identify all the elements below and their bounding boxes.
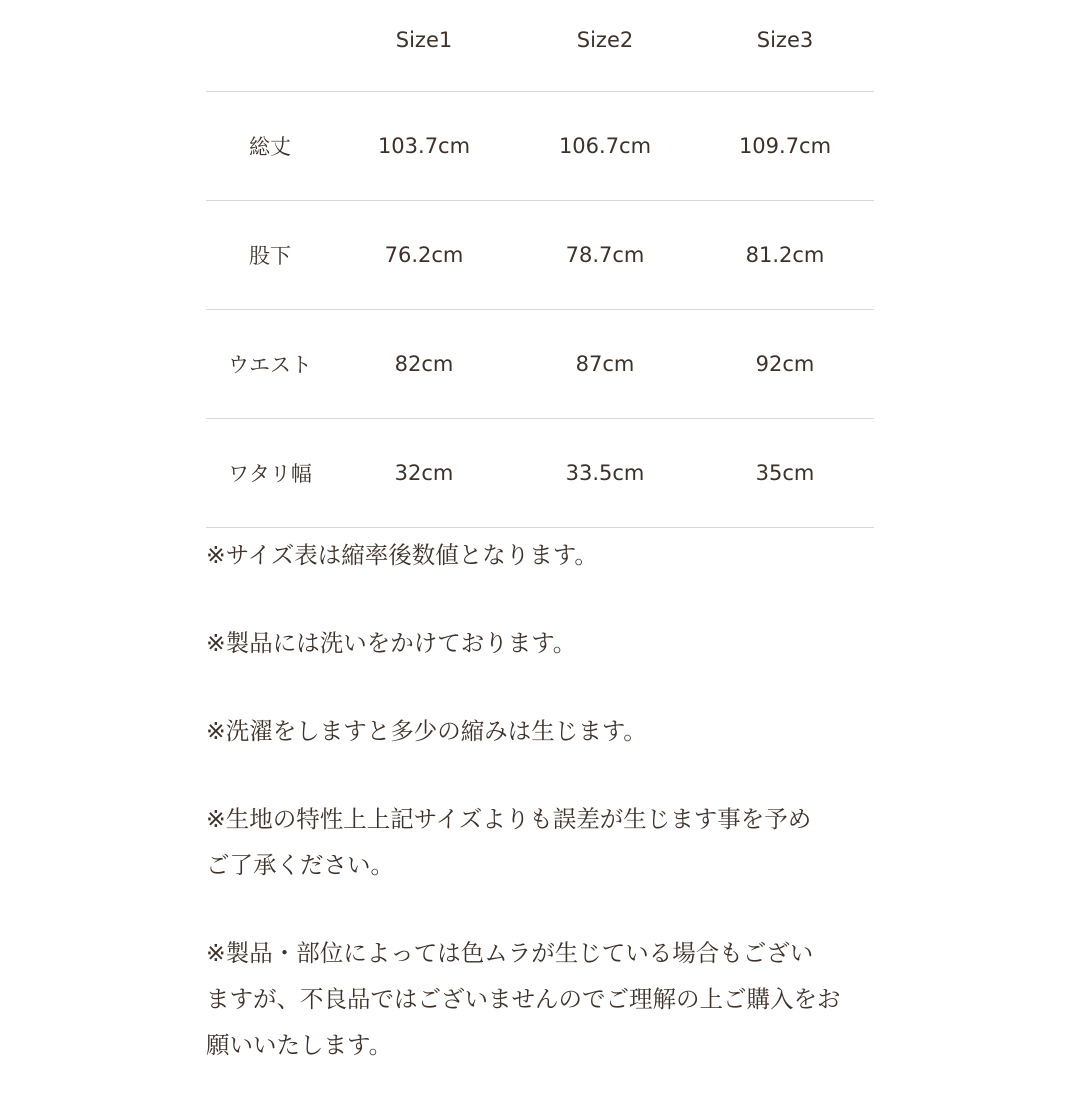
note-shrinkage-values: ※サイズ表は縮率後数値となります。 xyxy=(206,541,598,569)
row-label-waist: ウエスト xyxy=(206,310,334,419)
table-cell: 76.2cm xyxy=(334,201,514,310)
table-cell: 106.7cm xyxy=(514,92,696,201)
note-size-variance: ※生地の特性上上記サイズよりも誤差が生じます事を予め ご了承ください。 xyxy=(206,805,812,879)
table-row xyxy=(206,92,874,201)
header-row xyxy=(206,0,874,92)
table-row xyxy=(206,310,874,419)
note-washing-shrink: ※洗濯をしますと多少の縮みは生じます。 xyxy=(206,717,647,745)
size-table xyxy=(206,0,874,528)
table-cell: 81.2cm xyxy=(696,201,874,310)
table-cell: 109.7cm xyxy=(696,92,874,201)
table-cell: 35cm xyxy=(696,419,874,528)
header-cell-size3: Size3 xyxy=(696,0,874,92)
header-cell-empty xyxy=(206,0,334,92)
table-cell: 92cm xyxy=(696,310,874,419)
row-label-total-length: 総丈 xyxy=(206,92,334,201)
header-cell-size2: Size2 xyxy=(514,0,696,92)
note-color-unevenness: ※製品・部位によっては色ムラが生じている場合もござい ますが、不良品ではございませんのでご理解の上ご購入をお 願いいたします。 xyxy=(206,939,841,1059)
row-label-thigh-width: ワタリ幅 xyxy=(206,419,334,528)
row-label-inseam: 股下 xyxy=(206,201,334,310)
table-cell: 33.5cm xyxy=(514,419,696,528)
notes-section xyxy=(206,532,886,1110)
table-row xyxy=(206,419,874,528)
table-cell: 78.7cm xyxy=(514,201,696,310)
table-cell: 87cm xyxy=(514,310,696,419)
table-cell: 103.7cm xyxy=(334,92,514,201)
size-table-header xyxy=(206,0,874,92)
table-cell: 32cm xyxy=(334,419,514,528)
table-cell: 82cm xyxy=(334,310,514,419)
note-washed-product: ※製品には洗いをかけております。 xyxy=(206,629,577,657)
table-row xyxy=(206,201,874,310)
size-table-body xyxy=(206,92,874,528)
header-cell-size1: Size1 xyxy=(334,0,514,92)
